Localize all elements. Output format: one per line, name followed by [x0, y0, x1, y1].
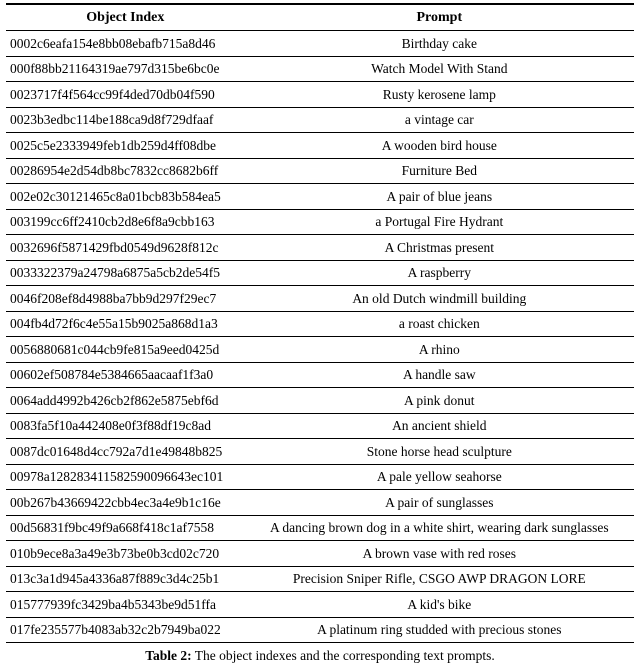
- table-row: [6, 133, 634, 159]
- prompt-cell: An ancient shield: [245, 413, 634, 439]
- object-index-cell: 003199cc6ff2410cb2d8e6f8a9cbb163: [6, 209, 245, 235]
- table-row: [6, 490, 634, 516]
- table-row: [6, 209, 634, 235]
- object-index-cell: 0002c6eafa154e8bb08ebafb715a8d46: [6, 31, 245, 57]
- prompt-cell: a Portugal Fire Hydrant: [245, 209, 634, 235]
- object-index-cell: 010b9ece8a3a49e3b73be0b3cd02c720: [6, 541, 245, 567]
- object-index-cell: 002e02c30121465c8a01bcb83b584ea5: [6, 184, 245, 210]
- prompt-cell: A handle saw: [245, 362, 634, 388]
- table-row: [6, 388, 634, 414]
- prompt-cell: Birthday cake: [245, 31, 634, 57]
- object-index-cell: 0064add4992b426cb2f862e5875ebf6d: [6, 388, 245, 414]
- table-row: [6, 413, 634, 439]
- column-header-prompt: Prompt: [245, 4, 634, 31]
- object-index-cell: 00602ef508784e5384665aacaaf1f3a0: [6, 362, 245, 388]
- object-index-cell: 00b267b43669422cbb4ec3a4e9b1c16e: [6, 490, 245, 516]
- table-row: [6, 158, 634, 184]
- table-row: [6, 439, 634, 465]
- object-index-cell: 0023717f4f564cc99f4ded70db04f590: [6, 82, 245, 108]
- prompt-cell: Watch Model With Stand: [245, 56, 634, 82]
- table-row: [6, 235, 634, 261]
- table-row: [6, 31, 634, 57]
- object-index-cell: 00978a128283411582590096643ec101: [6, 464, 245, 490]
- prompt-cell: A dancing brown dog in a white shirt, wearing dark sunglasses: [245, 515, 634, 541]
- object-index-cell: 00d56831f9bc49f9a668f418c1af7558: [6, 515, 245, 541]
- column-header-object-index: Object Index: [6, 4, 245, 31]
- prompt-cell: Precision Sniper Rifle, CSGO AWP DRAGON LORE: [245, 566, 634, 592]
- table-caption: [6, 648, 634, 664]
- table-caption-text: The object indexes and the corresponding text prompts.: [194, 648, 495, 664]
- prompt-cell: A wooden bird house: [245, 133, 634, 159]
- prompt-cell: A raspberry: [245, 260, 634, 286]
- object-index-cell: 004fb4d72f6c4e55a15b9025a868d1a3: [6, 311, 245, 337]
- table-row: [6, 82, 634, 108]
- table-row: [6, 464, 634, 490]
- object-index-cell: 0056880681c044cb9fe815a9eed0425d: [6, 337, 245, 363]
- table-body: [6, 31, 634, 643]
- prompt-cell: A pair of blue jeans: [245, 184, 634, 210]
- prompt-cell: An old Dutch windmill building: [245, 286, 634, 312]
- prompt-cell: Rusty kerosene lamp: [245, 82, 634, 108]
- object-index-cell: 000f88bb21164319ae797d315be6bc0e: [6, 56, 245, 82]
- object-prompts-table: [6, 3, 634, 643]
- prompt-cell: Stone horse head sculpture: [245, 439, 634, 465]
- object-index-cell: 013c3a1d945a4336a87f889c3d4c25b1: [6, 566, 245, 592]
- object-index-cell: 015777939fc3429ba4b5343be9d51ffa: [6, 592, 245, 618]
- table-row: [6, 107, 634, 133]
- object-index-cell: 0083fa5f10a442408e0f3f88df19c8ad: [6, 413, 245, 439]
- table-row: [6, 56, 634, 82]
- object-index-cell: 0033322379a24798a6875a5cb2de54f5: [6, 260, 245, 286]
- table-caption-label: Table 2:: [145, 648, 192, 664]
- table-header-row: [6, 4, 634, 31]
- prompt-cell: A brown vase with red roses: [245, 541, 634, 567]
- prompt-cell: A pale yellow seahorse: [245, 464, 634, 490]
- table-row: [6, 184, 634, 210]
- prompt-cell: a roast chicken: [245, 311, 634, 337]
- prompt-cell: a vintage car: [245, 107, 634, 133]
- prompt-cell: A platinum ring studded with precious stones: [245, 617, 634, 643]
- prompt-cell: A pink donut: [245, 388, 634, 414]
- table-row: [6, 592, 634, 618]
- table-row: [6, 617, 634, 643]
- object-index-cell: 0087dc01648d4cc792a7d1e49848b825: [6, 439, 245, 465]
- prompt-cell: A kid's bike: [245, 592, 634, 618]
- object-index-cell: 00286954e2d54db8bc7832cc8682b6ff: [6, 158, 245, 184]
- prompt-cell: A rhino: [245, 337, 634, 363]
- table-row: [6, 541, 634, 567]
- object-index-cell: 0025c5e2333949feb1db259d4ff08dbe: [6, 133, 245, 159]
- table-row: [6, 337, 634, 363]
- table-row: [6, 566, 634, 592]
- object-index-cell: 0023b3edbc114be188ca9d8f729dfaaf: [6, 107, 245, 133]
- object-index-cell: 0032696f5871429fbd0549d9628f812c: [6, 235, 245, 261]
- table-row: [6, 311, 634, 337]
- prompt-cell: A Christmas present: [245, 235, 634, 261]
- prompt-cell: A pair of sunglasses: [245, 490, 634, 516]
- table-row: [6, 286, 634, 312]
- object-index-cell: 0046f208ef8d4988ba7bb9d297f29ec7: [6, 286, 245, 312]
- table-row: [6, 260, 634, 286]
- table-row: [6, 515, 634, 541]
- table-row: [6, 362, 634, 388]
- prompt-cell: Furniture Bed: [245, 158, 634, 184]
- object-index-cell: 017fe235577b4083ab32c2b7949ba022: [6, 617, 245, 643]
